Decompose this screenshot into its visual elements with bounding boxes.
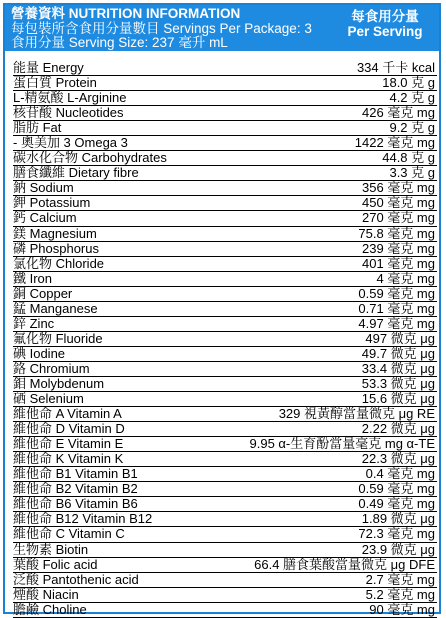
nutrient-value: 75.8 毫克 mg [358, 225, 435, 241]
nutrient-name: 鈣 Calcium [13, 210, 77, 226]
nutrient-name: 維他命 B12 Vitamin B12 [13, 511, 153, 527]
nutrient-value: 3.3 克 g [389, 165, 435, 181]
serving-size: 食用分量 Serving Size: 237 毫升 mL [11, 35, 228, 50]
nutrient-name: 核苷酸 Nucleotides [13, 105, 124, 121]
nutrient-row [13, 257, 437, 272]
nutrient-row [13, 512, 437, 527]
nutrition-header [5, 5, 439, 51]
nutrient-value: 1422 毫克 mg [354, 135, 435, 151]
nutrient-value: 9.95 α-生育酚當量毫克 mg α-TE [249, 436, 435, 452]
nutrient-value: 450 毫克 mg [362, 195, 435, 211]
nutrient-name: 維他命 A Vitamin A [13, 406, 122, 422]
nutrient-row [13, 377, 437, 392]
nutrient-value: 2.22 微克 μg [361, 421, 435, 437]
per-serving-en: Per Serving [347, 24, 423, 39]
nutrient-row [13, 166, 437, 181]
nutrient-value: 401 毫克 mg [362, 255, 435, 271]
nutrient-value: 90 毫克 mg [369, 601, 435, 617]
nutrient-name: 膳食纖維 Dietary fibre [13, 165, 139, 181]
nutrient-value: 33.4 微克 μg [361, 360, 435, 376]
per-serving-heading [337, 9, 433, 39]
nutrient-row [13, 211, 437, 226]
nutrient-row [13, 482, 437, 497]
nutrient-value: 356 毫克 mg [362, 180, 435, 196]
nutrient-row [13, 106, 437, 121]
nutrient-row [13, 181, 437, 196]
nutrient-name: 硒 Selenium [13, 391, 84, 407]
nutrient-name: 銅 Copper [13, 285, 73, 301]
nutrient-value: 49.7 微克 μg [361, 345, 435, 361]
nutrient-row [13, 452, 437, 467]
nutrient-value: 0.4 毫克 mg [365, 466, 435, 482]
nutrient-name: 鉻 Chromium [13, 360, 90, 376]
nutrient-name: 維他命 C Vitamin C [13, 526, 125, 542]
nutrient-row [13, 347, 437, 362]
nutrient-name: 脂肪 Fat [13, 120, 62, 136]
nutrient-name: 維他命 B1 Vitamin B1 [13, 466, 138, 482]
nutrient-value: 0.49 毫克 mg [358, 496, 435, 512]
nutrient-name: 氯化物 Chloride [13, 255, 105, 271]
nutrient-row [13, 136, 437, 151]
nutrient-name: 維他命 K Vitamin K [13, 451, 124, 467]
nutrient-name: - 奧美加 3 Omega 3 [13, 135, 128, 151]
nutrient-name: 生物素 Biotin [13, 541, 89, 557]
nutrient-value: 426 毫克 mg [362, 105, 435, 121]
nutrient-name: 磷 Phosphorus [13, 240, 99, 256]
nutrient-row [13, 362, 437, 377]
nutrient-row [13, 196, 437, 211]
nutrient-row [13, 272, 437, 287]
nutrient-name: 鈉 Sodium [13, 180, 74, 196]
nutrient-value: 44.8 克 g [382, 150, 435, 166]
nutrient-row [13, 242, 437, 257]
nutrient-value: 53.3 微克 μg [361, 375, 435, 391]
nutrient-value: 66.4 膳食葉酸當量微克 μg DFE [254, 556, 435, 572]
nutrient-name: 鉬 Molybdenum [13, 375, 105, 391]
nutrient-value: 329 視黃醇當量微克 μg RE [278, 406, 435, 422]
nutrient-name: 鉀 Potassium [13, 195, 91, 211]
nutrient-name: 煙酸 Niacin [13, 586, 79, 602]
nutrient-row [13, 227, 437, 242]
nutrient-row [13, 91, 437, 106]
nutrient-value: 0.59 毫克 mg [358, 285, 435, 301]
nutrient-value: 5.2 毫克 mg [365, 586, 435, 602]
nutrient-name: 碘 Iodine [13, 345, 66, 361]
nutrient-row [13, 467, 437, 482]
nutrient-row [13, 603, 437, 618]
nutrient-row [13, 422, 437, 437]
nutrient-value: 15.6 微克 μg [361, 391, 435, 407]
nutrient-name: 維他命 B6 Vitamin B6 [13, 496, 138, 512]
nutrient-row [13, 497, 437, 512]
nutrient-row [13, 527, 437, 542]
nutrient-value: 2.7 毫克 mg [365, 571, 435, 587]
nutrient-row [13, 588, 437, 603]
nutrient-name: 氟化物 Fluoride [13, 330, 103, 346]
servings-per-package: 每包裝所含食用分量數目 Servings Per Package: 3 [11, 20, 312, 36]
nutrient-name: 維他命 E Vitamin E [13, 436, 124, 452]
nutrient-row [13, 543, 437, 558]
nutrient-name: 蛋白質 Protein [13, 75, 97, 91]
nutrient-row [13, 61, 437, 76]
header-info [11, 7, 341, 51]
per-serving-zh: 每食用分量 [351, 9, 419, 24]
nutrient-row [13, 437, 437, 452]
nutrient-row [13, 407, 437, 422]
nutrient-name: L-精氨酸 L-Arginine [13, 90, 127, 106]
nutrient-value: 9.2 克 g [389, 120, 435, 136]
nutrient-row [13, 76, 437, 91]
nutrient-row [13, 317, 437, 332]
nutrient-value: 0.59 毫克 mg [358, 481, 435, 497]
nutrient-row [13, 332, 437, 347]
nutrient-value: 18.0 克 g [382, 75, 435, 91]
nutrition-panel [3, 3, 441, 617]
nutrient-value: 22.3 微克 μg [361, 451, 435, 467]
nutrient-row [13, 302, 437, 317]
nutrient-value: 4 毫克 mg [376, 270, 435, 286]
nutrient-name: 鎂 Magnesium [13, 225, 97, 241]
nutrient-name: 維他命 B2 Vitamin B2 [13, 481, 138, 497]
nutrient-value: 72.3 毫克 mg [358, 526, 435, 542]
nutrient-name: 葉酸 Folic acid [13, 556, 98, 572]
nutrient-value: 334 千卡 kcal [356, 60, 435, 75]
nutrient-name: 碳水化合物 Carbohydrates [13, 150, 167, 166]
nutrient-name: 泛酸 Pantothenic acid [13, 571, 139, 587]
nutrient-value: 4.97 毫克 mg [358, 315, 435, 331]
nutrient-name: 維他命 D Vitamin D [13, 421, 125, 437]
nutrient-name: 錳 Manganese [13, 300, 98, 316]
nutrient-table [13, 61, 437, 618]
nutrient-row [13, 121, 437, 136]
nutrient-row [13, 392, 437, 407]
nutrient-value: 239 毫克 mg [362, 240, 435, 256]
nutrient-value: 497 微克 μg [365, 330, 435, 346]
nutrient-row [13, 151, 437, 166]
nutrient-name: 膽鹼 Choline [13, 601, 87, 617]
nutrient-row [13, 573, 437, 588]
nutrient-row [13, 287, 437, 302]
nutrient-value: 23.9 微克 μg [361, 541, 435, 557]
nutrient-name: 鐵 Iron [13, 270, 53, 286]
nutrient-value: 270 毫克 mg [362, 210, 435, 226]
nutrition-title: 營養資料 NUTRITION INFORMATION [11, 6, 241, 21]
nutrient-value: 1.89 微克 μg [361, 511, 435, 527]
nutrient-row [13, 558, 437, 573]
nutrient-value: 0.71 毫克 mg [358, 300, 435, 316]
nutrient-value: 4.2 克 g [389, 90, 435, 106]
nutrient-name: 鋅 Zinc [13, 315, 55, 331]
nutrient-name: 能量 Energy [13, 60, 84, 75]
